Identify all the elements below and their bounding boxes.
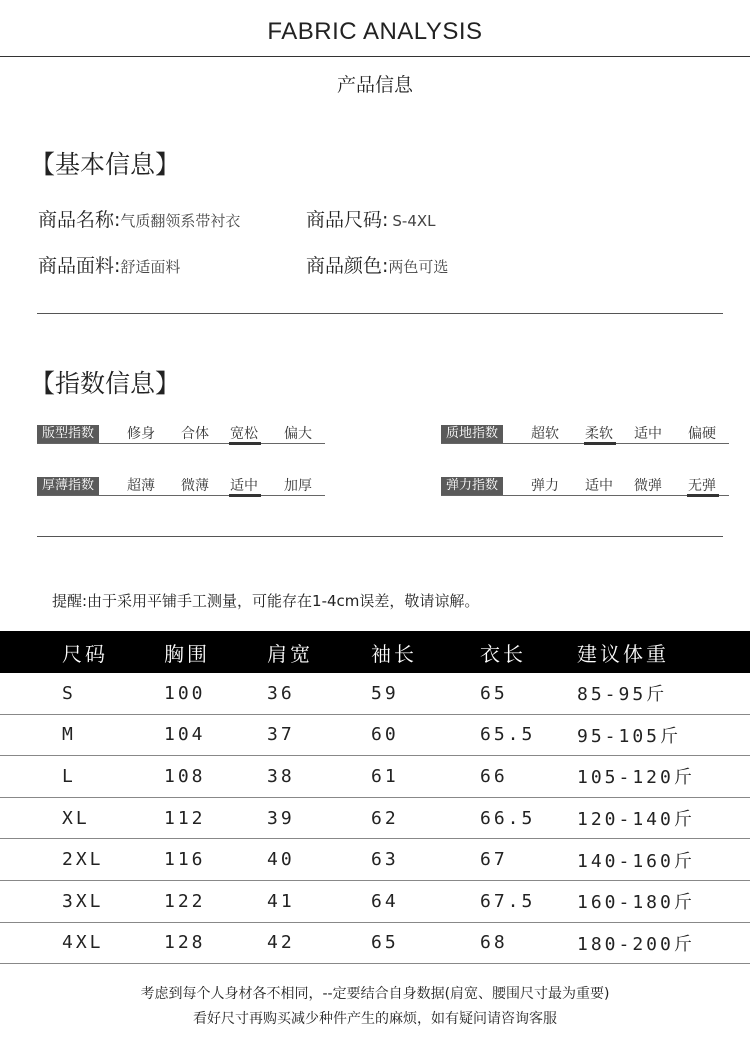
footer-note-2: 看好尺寸再购买减少种件产生的麻烦，如有疑问请咨询客服 (193, 1011, 557, 1027)
table-cell: 108 (164, 756, 267, 798)
index-baseline (37, 495, 325, 496)
basic-info-title: 【基本信息】 (30, 150, 181, 179)
table-cell: 42 (267, 922, 371, 964)
index-label: 弹力指数 (441, 477, 503, 495)
table-row (0, 880, 750, 922)
product-size-label: 商品尺码: (306, 209, 389, 231)
index-option: 无弹 (688, 478, 716, 494)
table-cell: 180-200斤 (577, 922, 750, 964)
table-cell: 3XL (0, 880, 164, 922)
index-selected-marker (584, 442, 616, 445)
product-name-label: 商品名称: (38, 209, 121, 231)
index-option: 微薄 (181, 478, 209, 494)
table-cell: 63 (371, 839, 480, 881)
table-cell: 68 (480, 922, 577, 964)
index-option: 弹力 (531, 478, 559, 494)
product-size (306, 205, 436, 232)
table-cell: 85-95斤 (577, 673, 750, 714)
index-option: 合体 (181, 426, 209, 442)
section-divider (37, 313, 723, 314)
table-cell: 122 (164, 880, 267, 922)
table-cell: 120-140斤 (577, 797, 750, 839)
header-shoulder: 肩宽 (267, 631, 371, 673)
index-label: 版型指数 (37, 425, 99, 443)
index-option: 偏硬 (688, 426, 716, 442)
index-label: 厚薄指数 (37, 477, 99, 495)
product-size-value: S-4XL (392, 212, 436, 230)
size-table-header (0, 631, 750, 673)
table-cell: 37 (267, 714, 371, 756)
table-cell: M (0, 714, 164, 756)
index-info-title: 【指数信息】 (30, 369, 181, 398)
index-label: 质地指数 (441, 425, 503, 443)
index-option: 微弹 (634, 478, 662, 494)
index-selected-marker (229, 494, 261, 497)
table-cell: 65 (480, 673, 577, 714)
header-weight: 建议体重 (577, 631, 750, 673)
table-cell: 67 (480, 839, 577, 881)
index-option: 适中 (585, 478, 613, 494)
product-color-label: 商品颜色: (306, 255, 389, 277)
table-cell: 61 (371, 756, 480, 798)
header-length: 衣长 (480, 631, 577, 673)
table-row (0, 839, 750, 881)
index-option: 适中 (230, 478, 258, 494)
table-row (0, 797, 750, 839)
table-cell: 66.5 (480, 797, 577, 839)
product-fabric-value: 舒适面料 (120, 258, 181, 276)
table-cell: 140-160斤 (577, 839, 750, 881)
table-cell: 4XL (0, 922, 164, 964)
footer-note-1: 考虑到每个人身材各不相同，--定要结合自身数据(肩宽、腰围尺寸最为重要) (140, 986, 610, 1002)
table-cell: L (0, 756, 164, 798)
table-cell: 160-180斤 (577, 880, 750, 922)
index-option: 超软 (531, 426, 559, 442)
table-cell: 128 (164, 922, 267, 964)
table-cell: 41 (267, 880, 371, 922)
measurement-note: 提醒:由于采用平铺手工测量，可能存在1-4cm误差，敬请谅解。 (52, 592, 480, 610)
index-selected-marker (687, 494, 719, 497)
table-cell: 116 (164, 839, 267, 881)
table-row (0, 922, 750, 964)
index-option: 偏大 (284, 426, 312, 442)
table-cell: S (0, 673, 164, 714)
table-cell: 100 (164, 673, 267, 714)
table-cell: 65 (371, 922, 480, 964)
size-table (0, 631, 750, 964)
table-cell: 104 (164, 714, 267, 756)
index-selected-marker (229, 442, 261, 445)
table-cell: 64 (371, 880, 480, 922)
product-color (306, 251, 448, 278)
table-cell: 39 (267, 797, 371, 839)
table-cell: 66 (480, 756, 577, 798)
index-option: 适中 (634, 426, 662, 442)
table-cell: 67.5 (480, 880, 577, 922)
table-cell: 40 (267, 839, 371, 881)
index-option: 超薄 (127, 478, 155, 494)
table-cell: 60 (371, 714, 480, 756)
header-size: 尺码 (0, 631, 164, 673)
product-fabric-label: 商品面料: (38, 255, 121, 277)
index-baseline (37, 443, 325, 444)
product-fabric (38, 251, 180, 278)
table-cell: XL (0, 797, 164, 839)
header-divider (0, 56, 750, 57)
table-cell: 38 (267, 756, 371, 798)
index-option: 修身 (127, 426, 155, 442)
table-row (0, 756, 750, 798)
index-option: 加厚 (284, 478, 312, 494)
table-cell: 105-120斤 (577, 756, 750, 798)
index-option: 柔软 (585, 426, 613, 442)
product-name-value: 气质翻领系带衬衣 (120, 212, 241, 230)
table-row (0, 714, 750, 756)
section-divider (37, 536, 723, 537)
product-info-title: 产品信息 (336, 74, 413, 96)
table-cell: 95-105斤 (577, 714, 750, 756)
header-chest: 胸围 (164, 631, 267, 673)
table-cell: 62 (371, 797, 480, 839)
index-option: 宽松 (230, 426, 258, 442)
table-cell: 2XL (0, 839, 164, 881)
table-cell: 65.5 (480, 714, 577, 756)
index-baseline (441, 495, 729, 496)
header-title: FABRIC ANALYSIS (267, 18, 483, 45)
product-name (38, 205, 240, 232)
table-row (0, 673, 750, 714)
table-cell: 36 (267, 673, 371, 714)
table-cell: 59 (371, 673, 480, 714)
product-color-value: 两色可选 (388, 258, 449, 276)
header-sleeve: 袖长 (371, 631, 480, 673)
table-cell: 112 (164, 797, 267, 839)
